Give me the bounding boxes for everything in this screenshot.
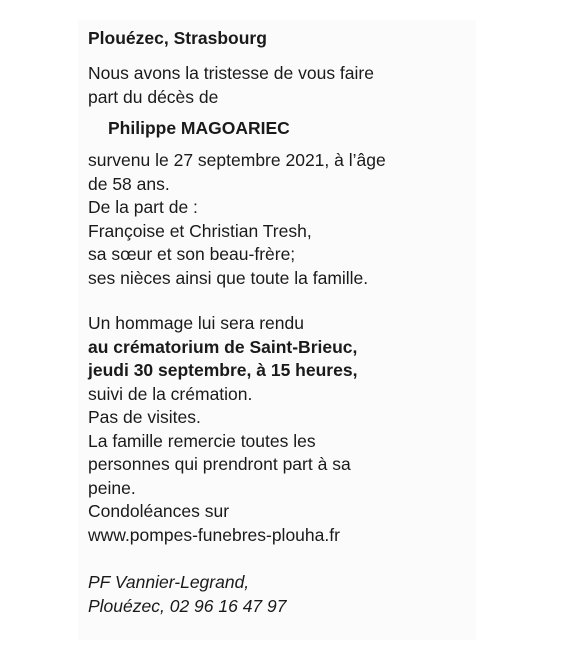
tribute-line: Pas de visites. (88, 407, 201, 427)
family-line: sa sœur et son beau-frère; (88, 244, 296, 264)
spacer (88, 547, 458, 571)
intro-text (88, 62, 458, 109)
funeral-home (88, 571, 458, 618)
tribute-line: personnes qui prendront part à sa (88, 454, 351, 474)
death-details-line: survenu le 27 septembre 2021, à l’âge (88, 150, 386, 170)
tribute-line: Condoléances sur (88, 501, 230, 521)
tribute-place: au crématorium de Saint-Brieuc, (88, 336, 358, 357)
tribute-line: Un hommage lui sera rendu (88, 313, 304, 333)
intro-line: part du décès de (88, 86, 219, 107)
death-details-line: de 58 ans. (88, 173, 170, 194)
family-line: Françoise et Christian Tresh, (88, 220, 312, 241)
intro-line: Nous avons la tristesse de vous faire (88, 63, 374, 83)
funeral-home-name: PF Vannier-Legrand, (88, 572, 250, 592)
obituary-notice (88, 27, 458, 618)
spacer (88, 290, 458, 312)
tribute-line: peine. (88, 477, 136, 498)
condolences-url: www.pompes-funebres-plouha.fr (88, 524, 340, 545)
funeral-home-contact: Plouézec, 02 96 16 47 97 (88, 595, 287, 616)
location-heading: Plouézec, Strasbourg (88, 28, 267, 48)
tribute-info (88, 312, 458, 547)
death-details (88, 149, 458, 196)
tribute-line: La famille remercie toutes les (88, 430, 316, 451)
family-list (88, 196, 458, 290)
deceased-name: Philippe MAGOARIEC (108, 118, 290, 138)
family-line: ses nièces ainsi que toute la famille. (88, 267, 369, 288)
family-line: De la part de : (88, 197, 198, 217)
tribute-line: suivi de la crémation. (88, 383, 253, 404)
tribute-datetime: jeudi 30 septembre, à 15 heures, (88, 360, 358, 380)
